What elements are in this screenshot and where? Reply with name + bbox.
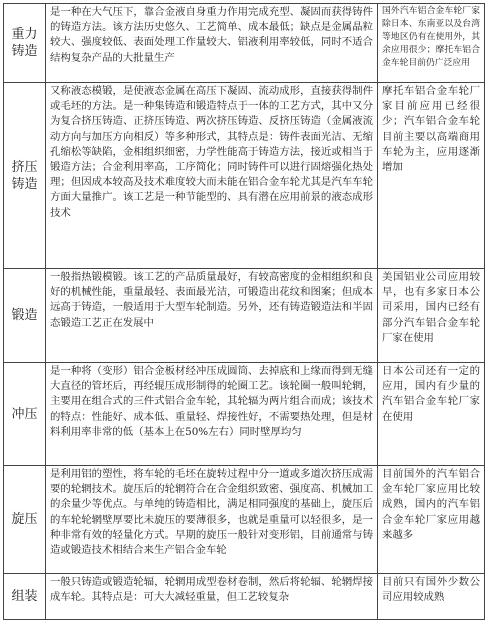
- process-name: 冲压: [11, 406, 38, 422]
- table-row: [3, 466, 485, 574]
- table-row: [3, 269, 485, 363]
- table-row: [3, 574, 485, 620]
- process-application: 目前只有国外少数公司应用较成熟: [378, 574, 485, 619]
- table-row: [3, 83, 485, 269]
- process-name-cell: [3, 4, 46, 82]
- process-description: 又称液态模锻，是使液态金属在高压下凝固、流动成形，直接获得制件或毛坯的方法。是一种集铸造和锻造特点于一体的工艺方式，其中又分为复合挤压铸造、正挤压铸造、两次挤压铸造、反挤压铸造（金属液流动方向与加压方向相反）等多种形式，其特点是：铸件表面光洁、无缩孔缩松等缺陷，金相组织细密，力学性能高于铸造方法，接近或相当于锻造方法；合金利用率高，工序简化；同时铸件可以进行固熔强化热处理；但因成本较高及技术难度较大而未能在铝合金车轮尤其是汽车车轮方面大量推广。该工艺是一种节能型的、具有潜在应用前景的液态成形技术: [46, 83, 378, 268]
- process-name-cell: [3, 83, 46, 268]
- process-name-cell: [3, 269, 46, 362]
- process-name-cell: [3, 363, 46, 465]
- process-application: 摩托车铝合金车轮厂家目前应用已经很少；汽车铝合金车轮目前主要以高端商用车轮为主，应用逐渐增加: [378, 83, 485, 268]
- process-name: 组装: [11, 589, 38, 604]
- process-description: 是一种将（变形）铝合金板材经冲压成圆筒、去掉底和上缘而得到无缝大直径的管坯后，再经辊压成形制得的轮圈工艺。该轮圈一般叫轮辋，主要用在组合式的三件式铝合金车轮，其轮辐为两片组合而成；该技术的特点：性能好、成本低、重量轻、焊接性好，不需要热处理，但是材料利用率非常的低（基本上在50%左右）同时壁厚均匀: [46, 363, 378, 465]
- process-name: 锻造: [11, 308, 38, 323]
- process-application: 目前国外的汽车铝合金车轮厂家应用比较成熟，国内的汽车铝合金车轮厂家应用越来越多: [378, 466, 485, 573]
- process-name: 重力铸造: [11, 27, 38, 59]
- process-description: 是利用铝的塑性，将车轮的毛坯在旋转过程中分一道或多道次挤压成需要的轮辋技术。旋压后的轮辋符合在合金组织致密、强度高、机械加工的余量少等优点。与单纯的铸造相比，满足相同强度的基础上，旋压后的车轮轮辋壁厚要比未旋压的要薄很多，也就是重量可以轻很多，是一种非常有效的轻量化方式。早期的旋压一般针对变形铝，目前通常与铸造或锻造技术相结合来生产铝合金车轮: [46, 466, 378, 573]
- process-description: 一般只铸造或锻造轮辐，轮辋用成型卷材卷制，然后将轮辐、轮辋焊接成车轮。其特点是：可大大减轻重量，但工艺较复杂: [46, 574, 378, 619]
- process-application: 美国铝业公司应用较早，也有多家日本公司采用，国内已经有部分汽车铝合金车轮厂家在使用: [378, 269, 485, 362]
- process-application: 国外汽车铝合金车轮厂家除日本、东南亚以及台湾等地区仍有在使用外，其余应用很少；摩托车铝合金车轮目前仍广泛应用: [378, 4, 485, 82]
- table-row: [3, 3, 485, 83]
- process-name-cell: [3, 466, 46, 573]
- process-description: 是一种在大气压下，靠合金液自身重力作用完成充型、凝固而获得铸件的铸造方法。该方法历史悠久、工艺简单、成本最低；缺点是金属晶粒较大、强度较低、表面处理工作量较大、铝液利用率较低，同时不适合结构复杂产品的大批量生产: [46, 4, 378, 82]
- process-name: 旋压: [11, 512, 38, 527]
- table-row: [3, 363, 485, 466]
- process-name: 挤压铸造: [11, 159, 38, 192]
- process-name-cell: [3, 574, 46, 619]
- process-description: 一般指热锻模锻。该工艺的产品质量最好，有较高密度的金相组织和良好的机械性能，重量最轻、表面最光洁，可锻造出花纹和图案；但成本远高于铸造，一般适用于大型车轮制造。另外，还有铸造锻造法和半固态锻造工艺正在发展中: [46, 269, 378, 362]
- process-application: 日本公司还有一定的应用，国内有少量的汽车铝合金车轮厂家在使用: [378, 363, 485, 465]
